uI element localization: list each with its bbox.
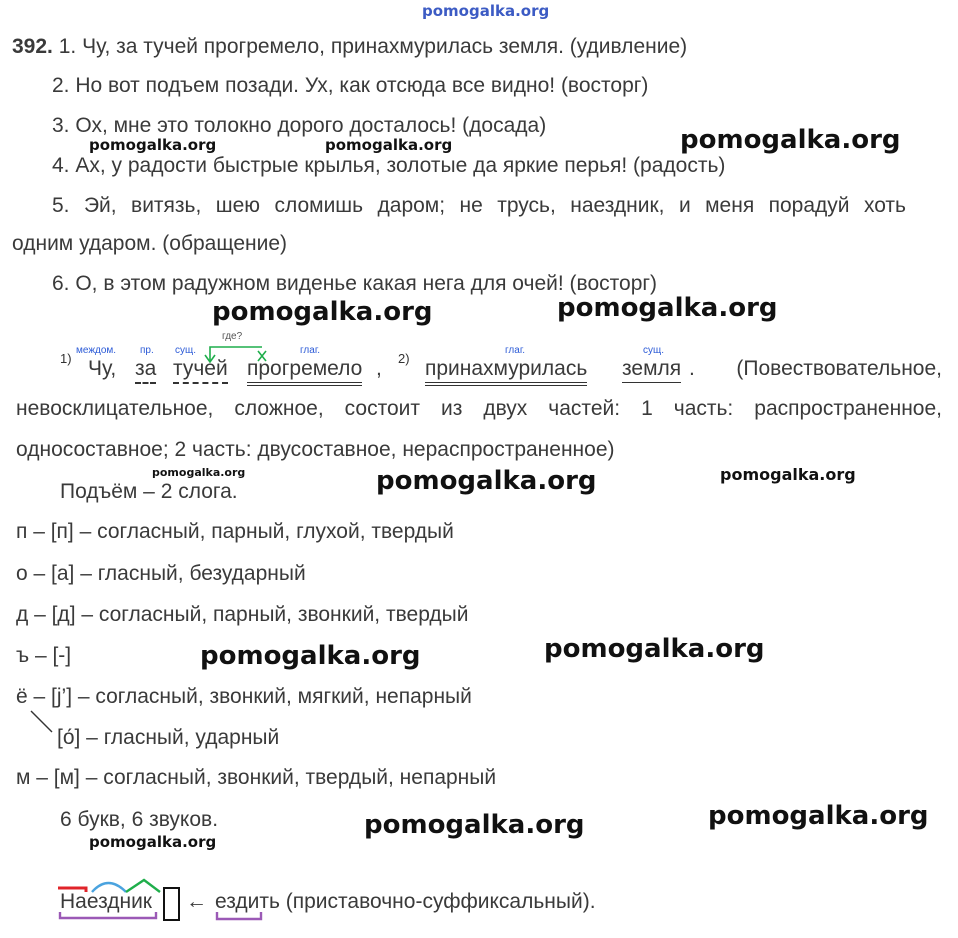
phonetic-row-o: о – [а] – гласный, безударный bbox=[16, 562, 306, 585]
sentence-description-2: невосклицательное, сложное, состоит из двух частей: 1 часть: распространенное, bbox=[16, 397, 942, 420]
phonetic-row-o-stressed: [о́] – гласный, ударный bbox=[57, 726, 280, 749]
exercise-line-3: 3. Ох, мне это толокно дорого досталось! (досада) bbox=[52, 114, 547, 137]
label-question: где? bbox=[222, 331, 243, 342]
exercise-line-1-text: 1. Чу, за тучей прогремело, принахмурилась земля. (удивление) bbox=[58, 35, 688, 58]
phonetic-row-p: п – [п] – согласный, парный, глухой, твердый bbox=[16, 520, 454, 543]
phonetic-row-yo: ё – [j’] – согласный, звонкий, мягкий, непарный bbox=[16, 685, 472, 708]
label-verb-2: глаг. bbox=[505, 345, 526, 356]
word-comma: , bbox=[376, 357, 382, 380]
word-tuchey: тучей bbox=[173, 356, 228, 384]
watermark: pomogalka.org bbox=[200, 641, 421, 671]
word-prinahmurilas: принахмурилась bbox=[425, 356, 587, 386]
ending-box bbox=[163, 887, 180, 921]
exercise-number: 392. bbox=[12, 35, 53, 58]
watermark: pomogalka.org bbox=[376, 466, 597, 496]
exercise-line-4: 4. Ах, у радости быстрые крылья, золотые да яркие перья! (радость) bbox=[52, 154, 726, 177]
watermark: pomogalka.org bbox=[89, 136, 217, 154]
phonetic-title: Подъём – 2 слога. bbox=[60, 480, 238, 503]
watermark: pomogalka.org bbox=[544, 634, 765, 664]
watermark-top: pomogalka.org bbox=[422, 2, 550, 20]
exercise-line-5-cont: одним ударом. (обращение) bbox=[12, 232, 288, 255]
watermark: pomogalka.org bbox=[212, 297, 433, 327]
word-progremelo: прогремело bbox=[247, 356, 362, 386]
exercise-line-6: 6. О, в этом радужном виденье какая нега для очей! (восторг) bbox=[52, 272, 658, 295]
watermark: pomogalka.org bbox=[680, 125, 901, 155]
label-noun-2: сущ. bbox=[643, 345, 665, 356]
word-za: за bbox=[135, 356, 156, 384]
derivation-arrow: ← bbox=[186, 890, 207, 913]
derivation-source: ездить (приставочно-суффиксальный). bbox=[215, 890, 596, 913]
phonetic-summary: 6 букв, 6 звуков. bbox=[60, 808, 219, 831]
superscript-1: 1) bbox=[60, 351, 72, 366]
word-chu: Чу, bbox=[88, 357, 117, 380]
sentence-characteristics: . (Повествовательное, bbox=[689, 357, 942, 380]
superscript-2: 2) bbox=[398, 351, 410, 366]
word-zemlya: земля bbox=[622, 356, 681, 383]
watermark: pomogalka.org bbox=[152, 466, 246, 479]
label-noun-1: сущ. bbox=[175, 345, 197, 356]
watermark: pomogalka.org bbox=[325, 136, 453, 154]
phonetic-row-d: д – [д] – согласный, парный, звонкий, твердый bbox=[16, 603, 469, 626]
label-interjection: междом. bbox=[76, 345, 117, 356]
phonetic-row-m: м – [м] – согласный, звонкий, твердый, непарный bbox=[16, 766, 497, 789]
exercise-line-1 bbox=[12, 34, 687, 60]
label-preposition: пр. bbox=[140, 345, 154, 356]
morpheme-word: Наездник bbox=[60, 890, 152, 913]
watermark: pomogalka.org bbox=[364, 810, 585, 840]
watermark: pomogalka.org bbox=[720, 465, 856, 484]
sentence-description-3: односоставное; 2 часть: двусоставное, нераспространенное) bbox=[16, 438, 615, 461]
watermark: pomogalka.org bbox=[557, 293, 778, 323]
exercise-line-2: 2. Но вот подъем позади. Ух, как отсюда все видно! (восторг) bbox=[52, 74, 649, 97]
phonetic-row-hard-sign: ъ – [-] bbox=[16, 644, 72, 667]
branch-line-icon bbox=[28, 708, 58, 738]
exercise-line-5: 5. Эй, витязь, шею сломишь даром; не трусь, наездник, и меня порадуй хоть bbox=[52, 194, 906, 217]
label-verb-1: глаг. bbox=[300, 345, 321, 356]
watermark: pomogalka.org bbox=[708, 801, 929, 831]
watermark: pomogalka.org bbox=[89, 833, 217, 851]
